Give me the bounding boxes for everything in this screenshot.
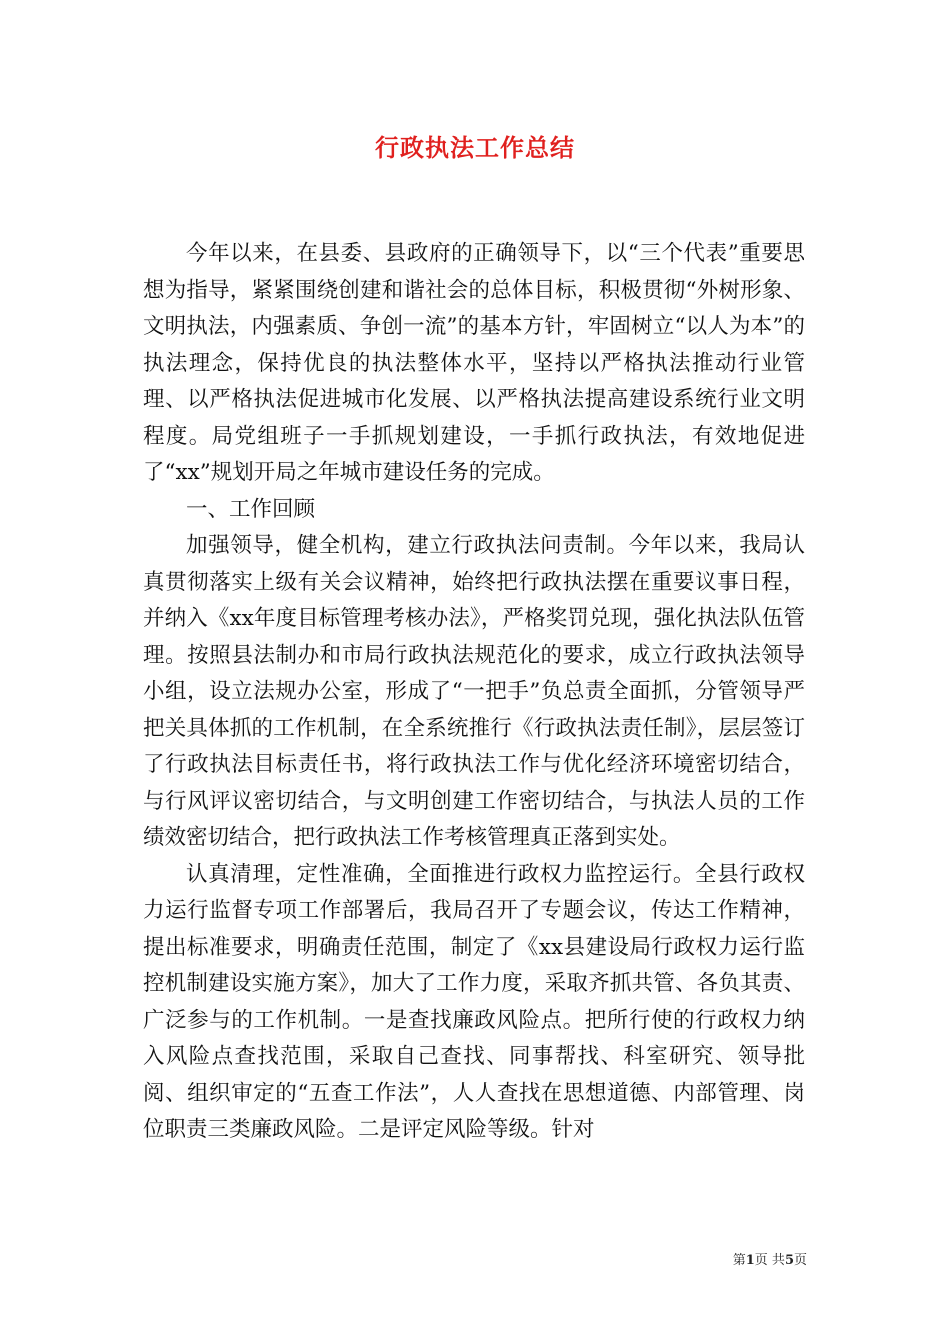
document-body [143,236,805,1149]
footer-page-number: 1 [745,1253,755,1268]
paragraph-leadership: 加强领导，健全机构，建立行政执法问责制。今年以来，我局认真贯彻落实上级有关会议精神，始终把行政执法摆在重要议事日程，并纳入《xx年度目标管理考核办法》，严格奖罚兑现，强化执法队伍管理。按照县法制办和市局行政执法规范化的要求，成立行政执法领导小组，设立法规办公室，形成了“一把手”负总责全面抓，分管领导严把关具体抓的工作机制，在全系统推行《行政执法责任制》，层层签订了行政执法目标责任书，将行政执法工作与优化经济环境密切结合，与行风评议密切结合，与文明创建工作密切结合，与执法人员的工作绩效密切结合，把行政执法工作考核管理真正落到实处。 [143,533,805,850]
section-heading-review: 一、工作回顾 [186,496,316,522]
footer-middle: 页 共 [754,1253,785,1268]
paragraph-power-monitoring: 认真清理，定性准确，全面推进行政权力监控运行。全县行政权力运行监督专项工作部署后，我局召开了专题会议，传达工作精神，提出标准要求，明确责任范围，制定了《xx县建设局行政权力运行监控机制建设实施方案》，加大了工作力度，采取齐抓共管、各负其责、广泛参与的工作机制。一是查找廉政风险点。把所行使的行政权力纳入风险点查找范围，采取自己查找、同事帮找、科室研究、领导批阅、组织审定的“五查工作法”，人人查找在思想道德、内部管理、岗位职责三类廉政风险。二是评定风险等级。针对 [143,861,805,1142]
footer-prefix: 第 [732,1253,746,1268]
document-title: 行政执法工作总结 [375,133,575,162]
footer-total-pages: 5 [784,1253,794,1268]
footer-suffix: 页 [793,1253,807,1268]
page-footer [733,1249,807,1268]
paragraph-intro: 今年以来，在县委、县政府的正确领导下，以“三个代表”重要思想为指导，紧紧围绕创建和谐社会的总体目标，积极贯彻“外树形象、文明执法，内强素质、争创一流”的基本方针，牢固树立“以人为本”的执法理念，保持优良的执法整体水平，坚持以严格执法推动行业管理、以严格执法促进城市化发展、以严格执法提高建设系统行业文明程度。局党组班子一手抓规划建设，一手抓行政执法，有效地促进了“xx”规划开局之年城市建设任务的完成。 [143,241,805,485]
